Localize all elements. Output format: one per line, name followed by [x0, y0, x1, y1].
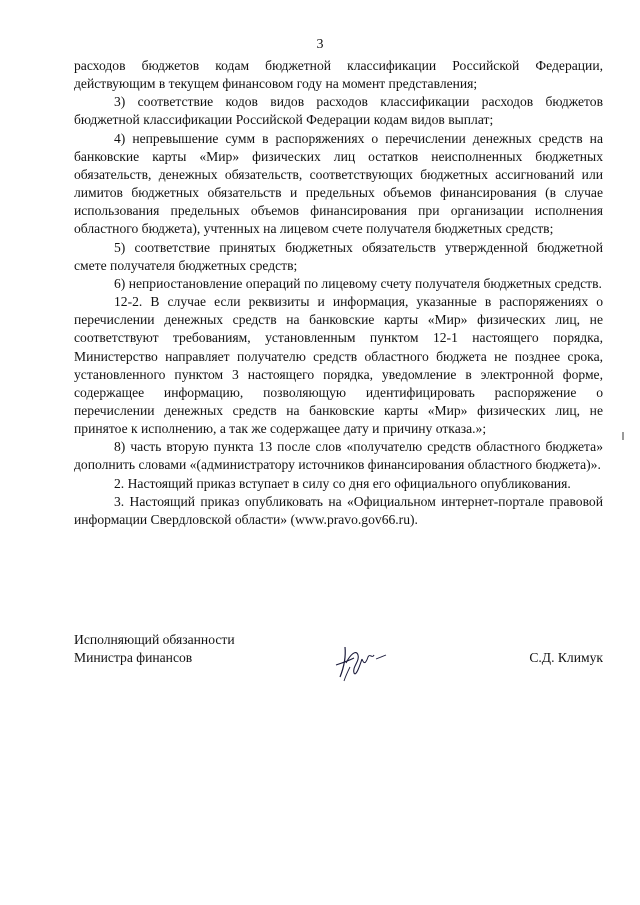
paragraph-clause-3: 3. Настоящий приказ опубликовать на «Официальном интернет-портале правовой информации Свердловской области» (www.pravo.gov66.ru). [74, 493, 603, 527]
document-body [74, 57, 603, 529]
paragraph-12-2: 12-2. В случае если реквизиты и информация, указанные в распоряжениях о перечислении денежных средств на банковские карты «Мир» физических лиц, не соответствуют требованиям, установленным пунктом 12-1 настоящего порядка, Министерство направляет получателю средств областного бюджета не позднее срока, установленного пунктом 3 настоящего порядка, уведомление в электронной форме, содержащее информацию, позволяющую идентифицировать распоряжение о перечислении денежных средств на банковские карты «Мир» физических лиц, не принятое к исполнению, а так же содержащее дату и причину отказа.»; [74, 294, 603, 437]
signatory-title-line2: Министра финансов [74, 650, 193, 666]
paragraph-item-5: 5) соответствие принятых бюджетных обязательств утвержденной бюджетной смете получателя бюджетных средств; [74, 239, 603, 273]
paragraph-item-6: 6) неприостановление операций по лицевому счету получателя бюджетных средств. [114, 275, 602, 291]
paragraph-clause-2: 2. Настоящий приказ вступает в силу со дня его официального опубликования. [114, 475, 571, 491]
paragraph-item-3: 3) соответствие кодов видов расходов классификации расходов бюджетов бюджетной классификации Российской Федерации кодам видов выплат; [74, 94, 603, 128]
scan-margin-mark [622, 432, 624, 440]
paragraph-budget-codes: расходов бюджетов кодам бюджетной классификации Российской Федерации, действующим в текущем финансовом году на момент представления; [74, 58, 603, 92]
handwritten-signature [332, 641, 392, 685]
paragraph-item-8: 8) часть вторую пункта 13 после слов «получателю средств областного бюджета» дополнить словами «(администратору источников финансирования областного бюджета)». [74, 439, 603, 473]
signature-block [74, 631, 603, 667]
paragraph-item-4: 4) непревышение сумм в распоряжениях о перечислении денежных средств на банковские карты «Мир» физических лиц остатков неисполненных бюджетных обязательств, денежных обязательств, соответствующих бюджетных ассигнований или лимитов бюджетных обязательств и предельных объемов финансирования (в случае использования предельных объемов финансирования при организации исполнения областного бюджета), учтенных на лицевом счете получателя бюджетных средств; [74, 130, 603, 237]
signatory-title-line1: Исполняющий обязанности [74, 632, 235, 647]
page-number: 3 [316, 37, 324, 52]
signatory-name: С.Д. Климук [529, 650, 603, 665]
